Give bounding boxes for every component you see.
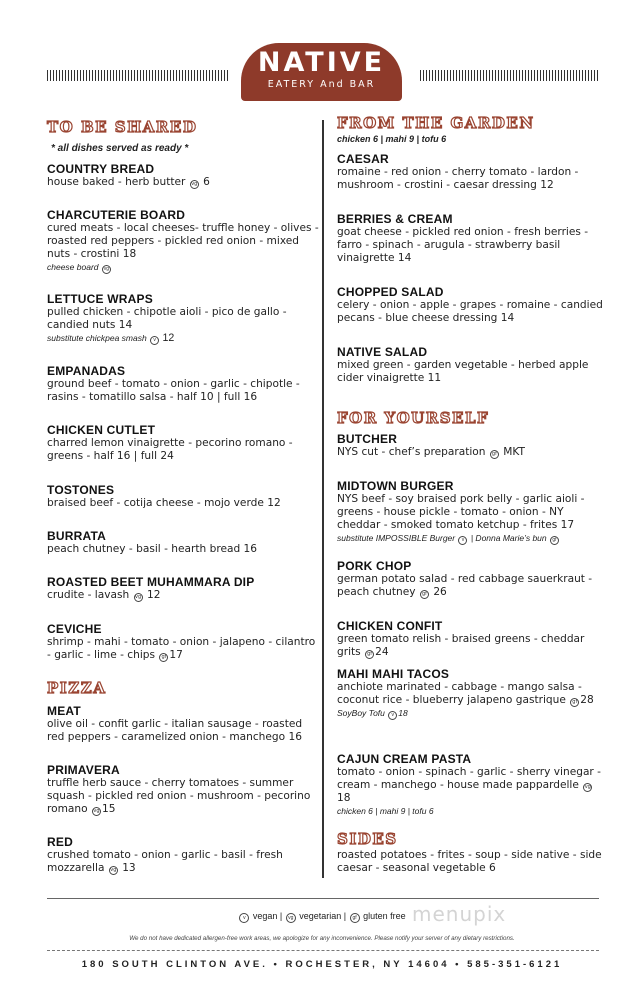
item-name: EMPANADAS xyxy=(47,364,126,378)
dietary-legend: v vegan | vg vegetarian | gf gluten free xyxy=(0,911,644,923)
vegan-icon: v xyxy=(150,336,159,345)
item-desc: tomato - onion - spinach - garlic - sherry vinegar - cream - manchego - house made pappardelle vg 18 xyxy=(337,766,601,804)
item-name: PRIMAVERA xyxy=(47,763,120,777)
menu-item xyxy=(337,285,609,325)
footer-dashed-rule xyxy=(47,950,599,951)
item-desc: charred lemon vinaigrette - pecorino romano - greens - half 16 | full 24 xyxy=(47,437,293,462)
item-name: MIDTOWN BURGER xyxy=(337,479,454,493)
item-name: MEAT xyxy=(47,704,81,718)
gluten-free-icon: gf xyxy=(490,450,499,459)
item-name: TOSTONES xyxy=(47,483,115,497)
item-desc: romaine - red onion - cherry tomato - lardon - mushroom - crostini - caesar dressing 12 xyxy=(337,166,579,191)
gluten-free-icon: gf xyxy=(550,536,559,545)
gluten-free-icon: gf xyxy=(159,653,168,662)
item-desc: pulled chicken - chipotle aioli - pico de gallo - candied nuts 14 xyxy=(47,306,287,331)
menu-item xyxy=(337,345,609,385)
menu-item xyxy=(47,483,319,510)
brand-subtitle: EATERY And BAR xyxy=(267,79,376,90)
vegetarian-icon: vg xyxy=(93,808,100,814)
menu-item xyxy=(47,529,319,556)
item-name: LETTUCE WRAPS xyxy=(47,292,153,306)
item-name: PORK CHOP xyxy=(337,559,412,573)
vegetarian-icon: vg xyxy=(135,594,142,600)
menu-item xyxy=(47,575,319,602)
item-desc: braised beef - cotija cheese - mojo verde 12 xyxy=(47,497,281,509)
footer-rule xyxy=(47,898,599,899)
item-name: CAJUN CREAM PASTA xyxy=(337,752,472,766)
item-name: CHICKEN CONFIT xyxy=(337,619,443,633)
menu-item xyxy=(337,559,609,599)
menu-item xyxy=(337,432,609,459)
menu-item xyxy=(47,622,319,662)
menu-item xyxy=(47,292,319,345)
item-sub: substitute IMPOSSIBLE Burger v | Donna Marie’s bun gf xyxy=(337,532,609,545)
vegetarian-icon: vg xyxy=(286,913,296,923)
item-sub: SoyBoy Tofu v 18 xyxy=(337,708,408,718)
item-desc: green tomato relish - braised greens - cheddar grits gf 24 xyxy=(337,633,585,658)
watermark: menupix xyxy=(412,902,507,926)
menu-item xyxy=(337,152,609,192)
menu-item xyxy=(47,364,319,404)
item-name: BUTCHER xyxy=(337,432,398,446)
legend-gluten-free: gluten free xyxy=(363,911,406,921)
section-title-sides: SIDES xyxy=(337,830,398,848)
menu-item xyxy=(47,704,319,744)
header-rule-right xyxy=(420,70,598,81)
item-name: CHOPPED SALAD xyxy=(337,285,444,299)
item-desc: NYS cut - chef’s preparation gf MKT xyxy=(337,446,525,458)
header-rule-left xyxy=(47,70,228,81)
vegetarian-icon: vg xyxy=(103,266,110,272)
item-desc: truffle herb sauce - cherry tomatoes - summer squash - pickled red onion - mushroom - pecorino romano vg 15 xyxy=(47,777,311,815)
garden-note: chicken 6 | mahi 9 | tofu 6 xyxy=(337,134,447,144)
item-desc: german potato salad - red cabbage sauerkraut - peach chutney gf 26 xyxy=(337,573,593,598)
menu-item xyxy=(337,752,609,817)
menu-item xyxy=(337,619,609,659)
menu-item xyxy=(337,667,609,720)
item-name: BURRATA xyxy=(47,529,106,543)
menu-item xyxy=(337,849,609,875)
brand-logo xyxy=(241,43,402,101)
gluten-free-icon: gf xyxy=(365,650,374,659)
item-name: NATIVE SALAD xyxy=(337,345,428,359)
item-name: CHARCUTERIE BOARD xyxy=(47,208,186,222)
item-name: CHICKEN CUTLET xyxy=(47,423,156,437)
column-divider xyxy=(322,120,324,878)
item-desc: ground beef - tomato - onion - garlic - chipotle - rasins - tomatillo salsa - half 10 | full 16 xyxy=(47,378,300,403)
vegetarian-icon: vg xyxy=(191,181,198,187)
shared-note: * all dishes served as ready * xyxy=(51,143,189,154)
item-desc: mixed green - garden vegetable - herbed apple cider vinaigrette 11 xyxy=(337,359,589,384)
item-name: BERRIES & CREAM xyxy=(337,212,453,226)
restaurant-address: 180 SOUTH CLINTON AVE. • ROCHESTER, NY 14604 • 585-351-6121 xyxy=(81,959,563,970)
vegan-icon: v xyxy=(388,711,397,720)
gluten-free-icon: gf xyxy=(420,590,429,599)
item-name: CEVICHE xyxy=(47,622,102,636)
menu-item xyxy=(47,763,319,816)
menu-item xyxy=(47,835,319,875)
allergen-disclaimer: We do not have dedicated allergen-free work areas, we apologize for any inconvenience. Please notify your server of any dietary restrictions. xyxy=(129,935,515,942)
section-title-pizza: PIZZA xyxy=(47,679,107,697)
item-sub: substitute chickpea smash v 12 xyxy=(47,332,175,344)
vegan-icon: v xyxy=(458,536,467,545)
item-desc: cured meats - local cheeses- truffle honey - olives - roasted red peppers - pickled red onion - mixed nuts - crostini 18 xyxy=(47,222,319,260)
vegetarian-icon: vg xyxy=(110,867,117,873)
brand-name: NATIVE xyxy=(257,47,386,78)
legend-vegan: vegan xyxy=(252,911,278,921)
item-desc: house baked - herb butter vg 6 xyxy=(47,176,210,188)
gluten-free-icon: gf xyxy=(350,913,360,923)
item-name: COUNTRY BREAD xyxy=(47,162,155,176)
item-desc: shrimp - mahi - tomato - onion - jalapeno - cilantro - garlic - lime - chips gf 17 xyxy=(47,636,316,661)
item-sub: cheese board vg xyxy=(47,262,110,272)
item-desc: anchiote marinated - cabbage - mango salsa - coconut rice - blueberry jalapeno gastrique gf 28 xyxy=(337,681,594,706)
gluten-free-icon: gf xyxy=(570,698,579,707)
item-desc: peach chutney - basil - hearth bread 16 xyxy=(47,543,258,555)
item-name: ROASTED BEET MUHAMMARA DIP xyxy=(47,575,255,589)
item-desc: NYS beef - soy braised pork belly - garlic aioli - greens - house pickle - tomato - onion - NY cheddar - smoked tomato ketchup - frites 17 xyxy=(337,493,585,531)
menu-item xyxy=(47,162,319,189)
menu-item xyxy=(47,423,319,463)
section-title-shared: TO BE SHARED xyxy=(47,118,198,136)
item-desc: goat cheese - pickled red onion - fresh berries - farro - spinach - arugula - strawberry basil vinaigrette 14 xyxy=(337,226,589,264)
menu-item xyxy=(47,208,319,274)
item-sub: chicken 6 | mahi 9 | tofu 6 xyxy=(337,806,434,816)
item-desc: crushed tomato - onion - garlic - basil - fresh mozzarella vg 13 xyxy=(47,849,283,874)
menu-item xyxy=(337,479,609,545)
item-name: RED xyxy=(47,835,73,849)
section-title-yourself: FOR YOURSELF xyxy=(337,409,490,427)
section-title-garden: FROM THE GARDEN xyxy=(337,114,535,132)
legend-vegetarian: vegetarian xyxy=(299,911,342,921)
vegan-icon: v xyxy=(239,913,249,923)
item-name: CAESAR xyxy=(337,152,389,166)
item-desc: olive oil - confit garlic - italian sausage - roasted red peppers - caramelized onion - manchego 16 xyxy=(47,718,303,743)
vegetarian-icon: vg xyxy=(584,784,591,790)
menu-item xyxy=(337,212,609,265)
sides-desc: roasted potatoes - frites - soup - side native - side caesar - seasonal vegetable 6 xyxy=(337,849,602,874)
item-desc: crudite - lavash vg 12 xyxy=(47,589,161,601)
item-name: MAHI MAHI TACOS xyxy=(337,667,450,681)
item-desc: celery - onion - apple - grapes - romaine - candied pecans - blue cheese dressing 14 xyxy=(337,299,603,324)
